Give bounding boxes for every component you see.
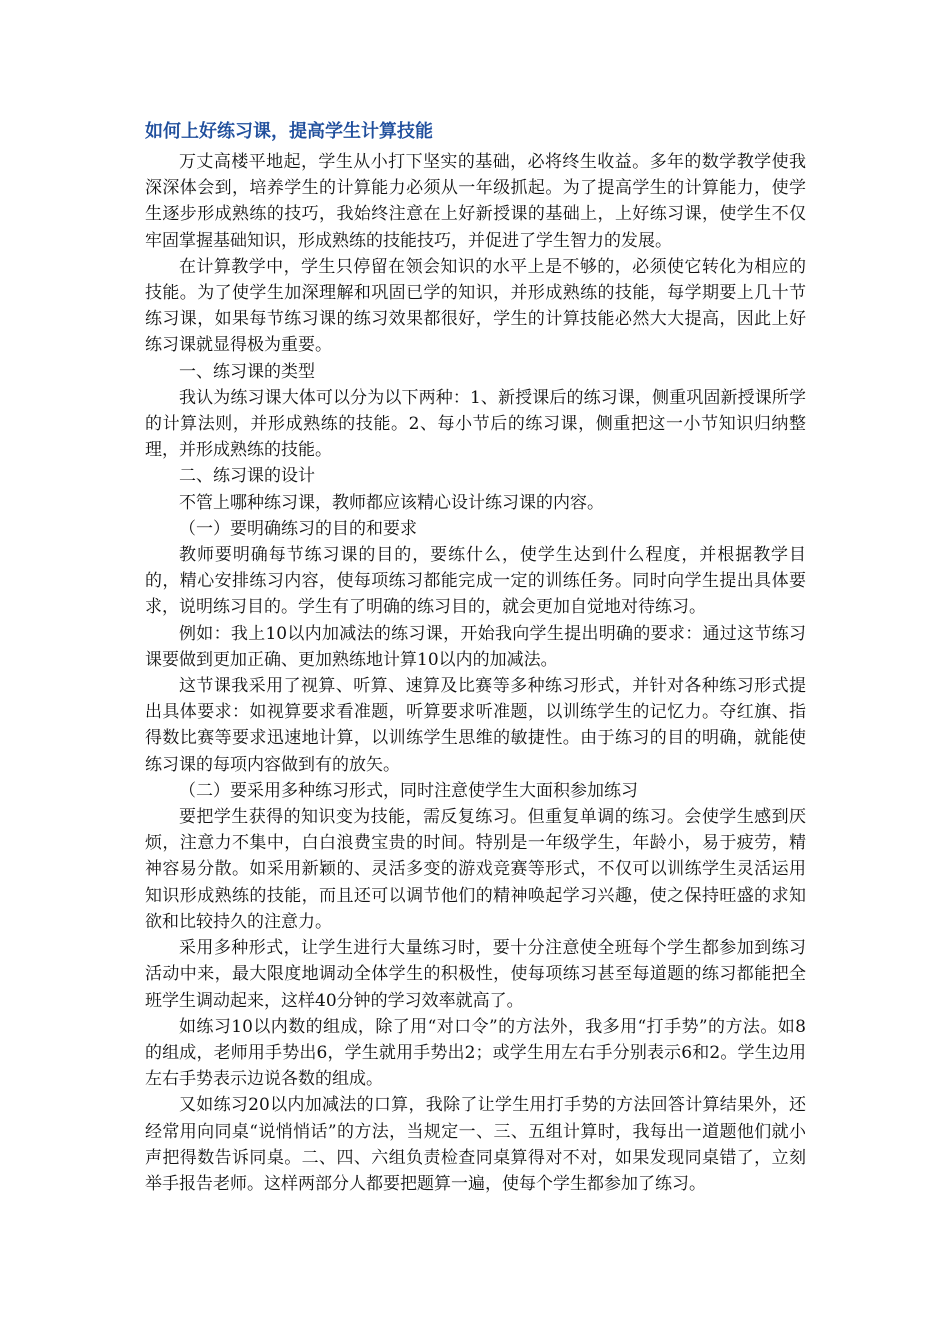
paragraph-goals: 教师要明确每节练习课的目的，要练什么，使学生达到什么程度，并根据教学目的，精心安排练习内容，使每项练习都能完成一定的训练任务。同时向学生提出具体要求，说明练习目的。学生有了明确的练习目的，就会更加自觉地对待练习。 — [145, 545, 806, 618]
paragraph-participation: 采用多种形式，让学生进行大量练习时，要十分注意使全班每个学生都参加到练习活动中来，最大限度地调动全体学生的积极性，使每项练习甚至每道题的练习都能把全班学生调动起来，这样40分钟的学习效率就高了。 — [145, 938, 806, 1011]
subsection-heading-variety: （二）要采用多种练习形式，同时注意使学生大面积参加练习 — [179, 780, 638, 801]
document-body — [145, 119, 806, 1197]
section-heading-types: 一、练习课的类型 — [179, 361, 315, 382]
paragraph-example: 例如：我上10以内加减法的练习课，开始我向学生提出明确的要求：通过这节练习课要做到更加正确、更加熟练地计算10以内的加减法。 — [145, 623, 806, 670]
paragraph-design-intro: 不管上哪种练习课，教师都应该精心设计练习课的内容。 — [179, 492, 604, 513]
section-heading-design: 二、练习课的设计 — [179, 466, 315, 487]
paragraph-skill-conversion: 在计算教学中，学生只停留在领会知识的水平上是不够的，必须使它转化为相应的技能。为了使学生加深理解和巩固已学的知识，并形成熟练的技能，每学期要上几十节练习课，如果每节练习课的练习效果都很好，学生的计算技能必然大大提高，因此上好练习课就显得极为重要。 — [145, 256, 806, 356]
paragraph-types: 我认为练习课大体可以分为以下两种：1、新授课后的练习课，侧重巩固新授课所学的计算法则，并形成熟练的技能。2、每小节后的练习课，侧重把这一小节知识归纳整理，并形成熟练的技能。 — [145, 387, 806, 461]
paragraph-repetition: 要把学生获得的知识变为技能，需反复练习。但重复单调的练习。会使学生感到厌烦，注意力不集中，白白浪费宝贵的时间。特别是一年级学生，年龄小，易于疲劳，精神容易分散。如采用新颖的、灵活多变的游戏竞赛等形式，不仅可以训练学生灵活运用知识形成熟练的技能，而且还可以调节他们的精神唤起学习兴趣，使之保持旺盛的求知欲和比较持久的注意力。 — [145, 807, 806, 932]
document-title: 如何上好练习课，提高学生计算技能 — [145, 121, 433, 142]
paragraph-forms: 这节课我采用了视算、听算、速算及比赛等多种练习形式，并针对各种练习形式提出具体要求：如视算要求看准题，听算要求听准题，以训练学生的记忆力。夺红旗、指得数比赛等要求迅速地计算，以训练学生思维的敏捷性。由于练习的目的明确，就能使练习课的每项内容做到有的放矢。 — [145, 676, 806, 775]
paragraph-intro: 万丈高楼平地起，学生从小打下坚实的基础，必将终生收益。多年的数学教学使我深深体会到，培养学生的计算能力必须从一年级抓起。为了提高学生的计算能力，使学生逐步形成熟练的技巧，我始终注意在上好新授课的基础上，上好练习课，使学生不仅牢固掌握基础知识，形成熟练的技能技巧，并促进了学生智力的发展。 — [145, 152, 806, 251]
paragraph-hand-gestures: 如练习10以内数的组成，除了用“对口令”的方法外，我多用“打手势”的方法。如8的组成，老师用手势出6，学生就用手势出2；或学生用左右手分别表示6和2。学生边用左右手势表示边说各数的组成。 — [145, 1016, 806, 1090]
paragraph-whisper: 又如练习20以内加减法的口算，我除了让学生用打手势的方法回答计算结果外，还经常用向同桌“说悄悄话”的方法，当规定一、三、五组计算时，我每出一道题他们就小声把得数告诉同桌。二、四、六组负责检查同桌算得对不对，如果发现同桌错了，立刻举手报告老师。这样两部分人都要把题算一遍，使每个学生都参加了练习。 — [145, 1095, 806, 1194]
subsection-heading-goals: （一）要明确练习的目的和要求 — [179, 518, 417, 539]
